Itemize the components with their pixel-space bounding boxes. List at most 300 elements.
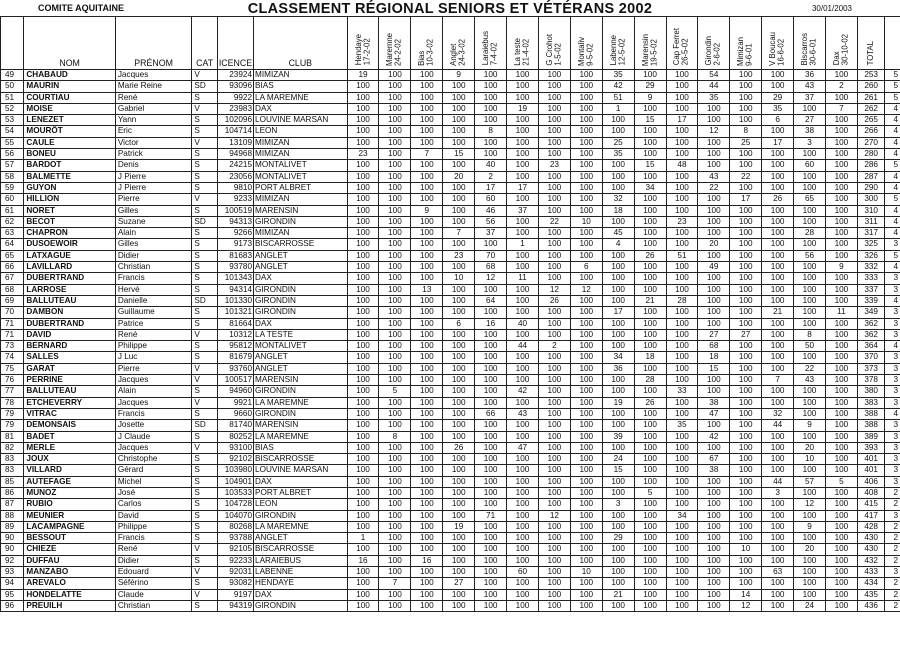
rank-cell: 60 (1, 194, 24, 205)
category-cell: S (192, 578, 218, 589)
score-cell: 100 (825, 295, 857, 306)
score-cell: 100 (347, 487, 379, 498)
name-cell: GARAT (24, 363, 115, 374)
table-row (1, 600, 900, 611)
name-cell: VILLARD (24, 465, 115, 476)
score-cell: 100 (602, 578, 634, 589)
score-cell: 100 (730, 160, 762, 171)
score-cell: 100 (538, 521, 570, 532)
total-cell: 270 (857, 137, 885, 148)
club-cell: ANGLET (254, 352, 348, 363)
score-cell: 100 (347, 600, 379, 611)
score-cell: 100 (730, 273, 762, 284)
score-cell: 100 (602, 544, 634, 555)
table-row (1, 70, 900, 81)
firstname-cell: Francis (115, 408, 192, 419)
race-header: Dax 30-10-02 (825, 17, 857, 70)
score-cell: 100 (666, 149, 698, 160)
score-cell: 100 (570, 521, 602, 532)
score-cell: 100 (794, 318, 826, 329)
score-cell: 37 (475, 228, 507, 239)
score-cell: 100 (762, 589, 794, 600)
score-cell: 100 (794, 103, 826, 114)
count-cell: 3 (885, 375, 900, 386)
score-cell: 100 (730, 103, 762, 114)
category-cell: V (192, 329, 218, 340)
score-cell: 17 (666, 115, 698, 126)
category-cell: S (192, 352, 218, 363)
score-cell: 100 (379, 149, 411, 160)
score-cell: 100 (538, 578, 570, 589)
total-cell: 325 (857, 239, 885, 250)
rank-cell: 52 (1, 103, 24, 114)
licence-cell: 23983 (217, 103, 253, 114)
score-cell: 26 (538, 295, 570, 306)
name-cell: MOURÔT (24, 126, 115, 137)
club-cell: BISCARROSSE (254, 454, 348, 465)
score-cell: 100 (698, 487, 730, 498)
total-cell: 287 (857, 171, 885, 182)
score-cell: 100 (538, 329, 570, 340)
count-cell: 3 (885, 307, 900, 318)
table-row (1, 273, 900, 284)
score-cell: 19 (443, 521, 475, 532)
table-row (1, 126, 900, 137)
score-cell: 100 (666, 205, 698, 216)
name-cell: DUFFAU (24, 555, 115, 566)
score-cell: 100 (634, 171, 666, 182)
score-cell: 100 (507, 81, 539, 92)
total-cell: 406 (857, 476, 885, 487)
category-cell: S (192, 521, 218, 532)
score-cell: 100 (825, 408, 857, 419)
score-cell: 9 (825, 262, 857, 273)
race-header: Laraiebus 7-4-02 (475, 17, 507, 70)
licence-cell: 92031 (217, 567, 253, 578)
prenom-header: PRÉNOM (115, 17, 192, 70)
rank-cell: 56 (1, 149, 24, 160)
score-cell: 100 (634, 239, 666, 250)
score-cell: 100 (411, 318, 443, 329)
score-cell: 100 (794, 307, 826, 318)
score-cell: 100 (538, 363, 570, 374)
category-cell: V (192, 363, 218, 374)
score-cell: 100 (762, 228, 794, 239)
score-cell: 42 (602, 81, 634, 92)
score-cell: 100 (602, 273, 634, 284)
score-cell: 100 (825, 544, 857, 555)
score-cell: 100 (666, 454, 698, 465)
score-cell: 100 (411, 521, 443, 532)
score-cell: 100 (379, 81, 411, 92)
score-cell: 25 (730, 137, 762, 148)
score-cell: 100 (825, 431, 857, 442)
score-cell: 100 (666, 182, 698, 193)
score-cell: 100 (666, 81, 698, 92)
score-cell: 100 (602, 171, 634, 182)
score-cell: 100 (347, 115, 379, 126)
score-cell: 100 (475, 397, 507, 408)
score-cell: 100 (570, 318, 602, 329)
rank-cell: 90 (1, 533, 24, 544)
score-cell: 2 (475, 171, 507, 182)
score-cell: 100 (634, 307, 666, 318)
score-cell: 100 (379, 273, 411, 284)
score-cell: 100 (698, 533, 730, 544)
score-cell: 100 (538, 544, 570, 555)
total-header: TOTAL (857, 17, 885, 70)
score-cell: 100 (507, 420, 539, 431)
name-cell: COURTIAU (24, 92, 115, 103)
score-cell: 100 (507, 329, 539, 340)
score-cell: 9 (794, 420, 826, 431)
score-cell: 100 (379, 567, 411, 578)
score-cell: 100 (570, 533, 602, 544)
club-cell: GIRONDIN (254, 216, 348, 227)
score-cell: 100 (634, 318, 666, 329)
score-cell: 36 (602, 363, 634, 374)
score-cell: 100 (730, 182, 762, 193)
score-cell: 100 (507, 250, 539, 261)
total-cell: 337 (857, 284, 885, 295)
score-cell: 100 (634, 544, 666, 555)
score-cell: 100 (825, 205, 857, 216)
category-cell: S (192, 307, 218, 318)
club-cell: GIRONDIN (254, 284, 348, 295)
table-row (1, 205, 900, 216)
score-cell: 100 (634, 228, 666, 239)
total-cell: 370 (857, 352, 885, 363)
score-cell: 100 (347, 442, 379, 453)
table-row (1, 262, 900, 273)
count-cell: 3 (885, 284, 900, 295)
club-cell: LOUVINE MARSAN (254, 465, 348, 476)
score-cell: 12 (698, 126, 730, 137)
score-cell: 100 (730, 363, 762, 374)
score-cell: 100 (634, 578, 666, 589)
rank-cell: 79 (1, 420, 24, 431)
score-cell: 100 (730, 239, 762, 250)
table-row (1, 442, 900, 453)
race-header: V Boucau 16-6-02 (762, 17, 794, 70)
total-cell: 311 (857, 216, 885, 227)
score-cell: 100 (475, 442, 507, 453)
score-cell: 100 (698, 589, 730, 600)
total-cell: 362 (857, 318, 885, 329)
name-cell: LARROSE (24, 284, 115, 295)
score-cell: 100 (666, 70, 698, 81)
score-cell: 100 (443, 137, 475, 148)
score-cell: 3 (602, 499, 634, 510)
club-cell: BISCARROSSE (254, 239, 348, 250)
licence-cell: 101321 (217, 307, 253, 318)
score-cell: 100 (570, 92, 602, 103)
score-cell: 68 (475, 262, 507, 273)
score-cell: 54 (698, 70, 730, 81)
score-cell: 100 (730, 205, 762, 216)
score-cell: 100 (794, 284, 826, 295)
score-cell: 100 (570, 81, 602, 92)
rank-cell: 85 (1, 476, 24, 487)
score-cell: 100 (347, 352, 379, 363)
rank-cell: 71 (1, 329, 24, 340)
name-cell: ETCHEVERRY (24, 397, 115, 408)
score-cell: 100 (411, 262, 443, 273)
score-cell: 100 (634, 194, 666, 205)
score-cell: 16 (347, 555, 379, 566)
score-cell: 100 (730, 81, 762, 92)
score-cell: 100 (730, 375, 762, 386)
score-cell: 68 (698, 341, 730, 352)
score-cell: 100 (475, 600, 507, 611)
score-cell: 100 (825, 454, 857, 465)
score-cell: 100 (570, 115, 602, 126)
score-cell: 10 (730, 544, 762, 555)
score-cell: 100 (666, 103, 698, 114)
firstname-cell: Alain (115, 386, 192, 397)
count-cell: 2 (885, 521, 900, 532)
score-cell: 100 (475, 284, 507, 295)
score-cell: 100 (411, 476, 443, 487)
score-cell: 26 (762, 194, 794, 205)
score-cell: 27 (698, 329, 730, 340)
firstname-cell: J Claude (115, 431, 192, 442)
score-cell: 21 (762, 307, 794, 318)
firstname-cell: Pierre (115, 363, 192, 374)
score-cell: 100 (698, 205, 730, 216)
table-row (1, 239, 900, 250)
score-cell: 100 (666, 465, 698, 476)
score-cell: 100 (347, 295, 379, 306)
category-cell: S (192, 160, 218, 171)
score-cell: 100 (475, 533, 507, 544)
count-cell: 3 (885, 431, 900, 442)
score-cell: 100 (762, 521, 794, 532)
score-cell: 100 (538, 375, 570, 386)
score-cell: 100 (475, 578, 507, 589)
score-cell: 51 (602, 92, 634, 103)
score-cell: 100 (602, 555, 634, 566)
rank-cell: 90 (1, 544, 24, 555)
score-cell: 100 (347, 420, 379, 431)
name-cell: LACAMPAGNE (24, 521, 115, 532)
score-cell: 8 (794, 329, 826, 340)
total-cell: 290 (857, 182, 885, 193)
total-cell: 430 (857, 544, 885, 555)
score-cell: 4 (602, 239, 634, 250)
total-cell: 408 (857, 487, 885, 498)
category-cell: S (192, 465, 218, 476)
score-cell: 100 (379, 239, 411, 250)
firstname-cell: René (115, 544, 192, 555)
score-cell: 100 (443, 533, 475, 544)
table-row (1, 544, 900, 555)
score-cell: 100 (411, 431, 443, 442)
score-cell: 100 (347, 589, 379, 600)
licence-cell: 9266 (217, 228, 253, 239)
score-cell: 100 (634, 149, 666, 160)
count-cell: 4 (885, 137, 900, 148)
score-cell: 100 (825, 521, 857, 532)
score-cell: 100 (379, 262, 411, 273)
score-cell: 100 (698, 476, 730, 487)
table-row (1, 182, 900, 193)
count-cell: 3 (885, 318, 900, 329)
club-cell: PORT ALBRET (254, 487, 348, 498)
score-cell: 100 (538, 465, 570, 476)
score-cell: 10 (570, 216, 602, 227)
count-cell: 2 (885, 578, 900, 589)
firstname-cell: Marie Reine (115, 81, 192, 92)
firstname-cell: Jacques (115, 70, 192, 81)
score-cell: 25 (602, 137, 634, 148)
score-cell: 100 (347, 521, 379, 532)
nom-header: NOM (24, 17, 115, 70)
name-cell: HONDELATTE (24, 589, 115, 600)
score-cell: 100 (825, 228, 857, 239)
count-cell: 4 (885, 149, 900, 160)
category-cell: S (192, 600, 218, 611)
score-cell: 100 (347, 126, 379, 137)
licence-cell: 92233 (217, 555, 253, 566)
score-cell: 100 (666, 284, 698, 295)
name-cell: CAULE (24, 137, 115, 148)
score-cell: 100 (411, 160, 443, 171)
page-title: CLASSEMENT RÉGIONAL SENIORS ET VÉTÉRANS 2002 (247, 1, 653, 17)
score-cell: 36 (794, 70, 826, 81)
score-cell: 100 (538, 476, 570, 487)
score-cell: 100 (347, 567, 379, 578)
score-cell: 100 (825, 600, 857, 611)
firstname-cell: J Pierre (115, 171, 192, 182)
score-cell: 39 (602, 431, 634, 442)
score-cell: 100 (379, 533, 411, 544)
score-cell: 100 (379, 205, 411, 216)
score-cell: 100 (825, 239, 857, 250)
table-row (1, 386, 900, 397)
score-cell: 100 (411, 420, 443, 431)
score-cell: 26 (634, 397, 666, 408)
score-cell: 100 (666, 600, 698, 611)
rank-cell: 87 (1, 499, 24, 510)
firstname-cell: Didier (115, 555, 192, 566)
score-cell: 100 (730, 92, 762, 103)
licence-cell: 80252 (217, 431, 253, 442)
total-cell: 262 (857, 103, 885, 114)
score-cell: 100 (507, 555, 539, 566)
score-cell: 100 (347, 205, 379, 216)
score-cell: 15 (443, 149, 475, 160)
club-cell: MIMIZAN (254, 149, 348, 160)
score-cell: 100 (730, 216, 762, 227)
score-cell: 100 (666, 228, 698, 239)
score-cell: 100 (347, 397, 379, 408)
score-cell: 100 (634, 521, 666, 532)
score-cell: 100 (762, 352, 794, 363)
score-cell: 6 (762, 115, 794, 126)
club-cell: BIAS (254, 442, 348, 453)
score-cell: 100 (411, 250, 443, 261)
licence-cell: 94319 (217, 600, 253, 611)
firstname-cell: Didier (115, 250, 192, 261)
category-cell: V (192, 567, 218, 578)
licence-cell: 93780 (217, 262, 253, 273)
total-cell: 380 (857, 386, 885, 397)
club-cell: DAX (254, 476, 348, 487)
score-cell: 100 (507, 284, 539, 295)
table-row (1, 137, 900, 148)
score-cell: 100 (411, 567, 443, 578)
rank-cell: 94 (1, 578, 24, 589)
score-cell: 100 (379, 375, 411, 386)
name-cell: LENEZET (24, 115, 115, 126)
score-cell: 100 (443, 499, 475, 510)
category-cell: S (192, 431, 218, 442)
score-cell: 100 (666, 318, 698, 329)
score-cell: 37 (794, 92, 826, 103)
firstname-cell: Christian (115, 262, 192, 273)
score-cell: 3 (762, 487, 794, 498)
score-cell: 100 (379, 194, 411, 205)
licence-cell: 24215 (217, 160, 253, 171)
score-cell: 11 (507, 273, 539, 284)
licence-cell: 94968 (217, 149, 253, 160)
rank-cell: 92 (1, 555, 24, 566)
score-cell: 100 (602, 216, 634, 227)
score-cell: 21 (602, 589, 634, 600)
score-cell: 100 (443, 408, 475, 419)
count-cell: 2 (885, 555, 900, 566)
licence-cell: 81679 (217, 352, 253, 363)
count-cell: 5 (885, 160, 900, 171)
name-cell: BECOT (24, 216, 115, 227)
category-cell: V (192, 544, 218, 555)
rank-header (1, 17, 24, 70)
score-cell: 100 (698, 194, 730, 205)
score-cell: 100 (762, 126, 794, 137)
total-cell: 266 (857, 126, 885, 137)
score-cell: 9 (794, 521, 826, 532)
score-cell: 100 (570, 555, 602, 566)
score-cell: 5 (825, 476, 857, 487)
total-cell: 433 (857, 567, 885, 578)
score-cell: 44 (762, 420, 794, 431)
count-cell: 2 (885, 533, 900, 544)
table-row (1, 92, 900, 103)
total-cell: 388 (857, 420, 885, 431)
score-cell: 100 (825, 375, 857, 386)
score-cell: 66 (475, 408, 507, 419)
score-cell: 100 (538, 137, 570, 148)
score-cell: 42 (507, 386, 539, 397)
score-cell: 100 (379, 499, 411, 510)
score-cell: 100 (411, 182, 443, 193)
firstname-cell: Gilles (115, 205, 192, 216)
score-cell: 100 (570, 329, 602, 340)
score-cell: 100 (379, 555, 411, 566)
score-cell: 100 (794, 295, 826, 306)
name-cell: DAVID (24, 329, 115, 340)
score-cell: 100 (825, 115, 857, 126)
score-cell: 100 (825, 487, 857, 498)
score-cell: 100 (794, 262, 826, 273)
score-cell: 100 (570, 307, 602, 318)
score-cell: 100 (794, 182, 826, 193)
table-row (1, 341, 900, 352)
score-cell: 100 (825, 92, 857, 103)
score-cell: 100 (379, 465, 411, 476)
score-cell: 100 (634, 386, 666, 397)
